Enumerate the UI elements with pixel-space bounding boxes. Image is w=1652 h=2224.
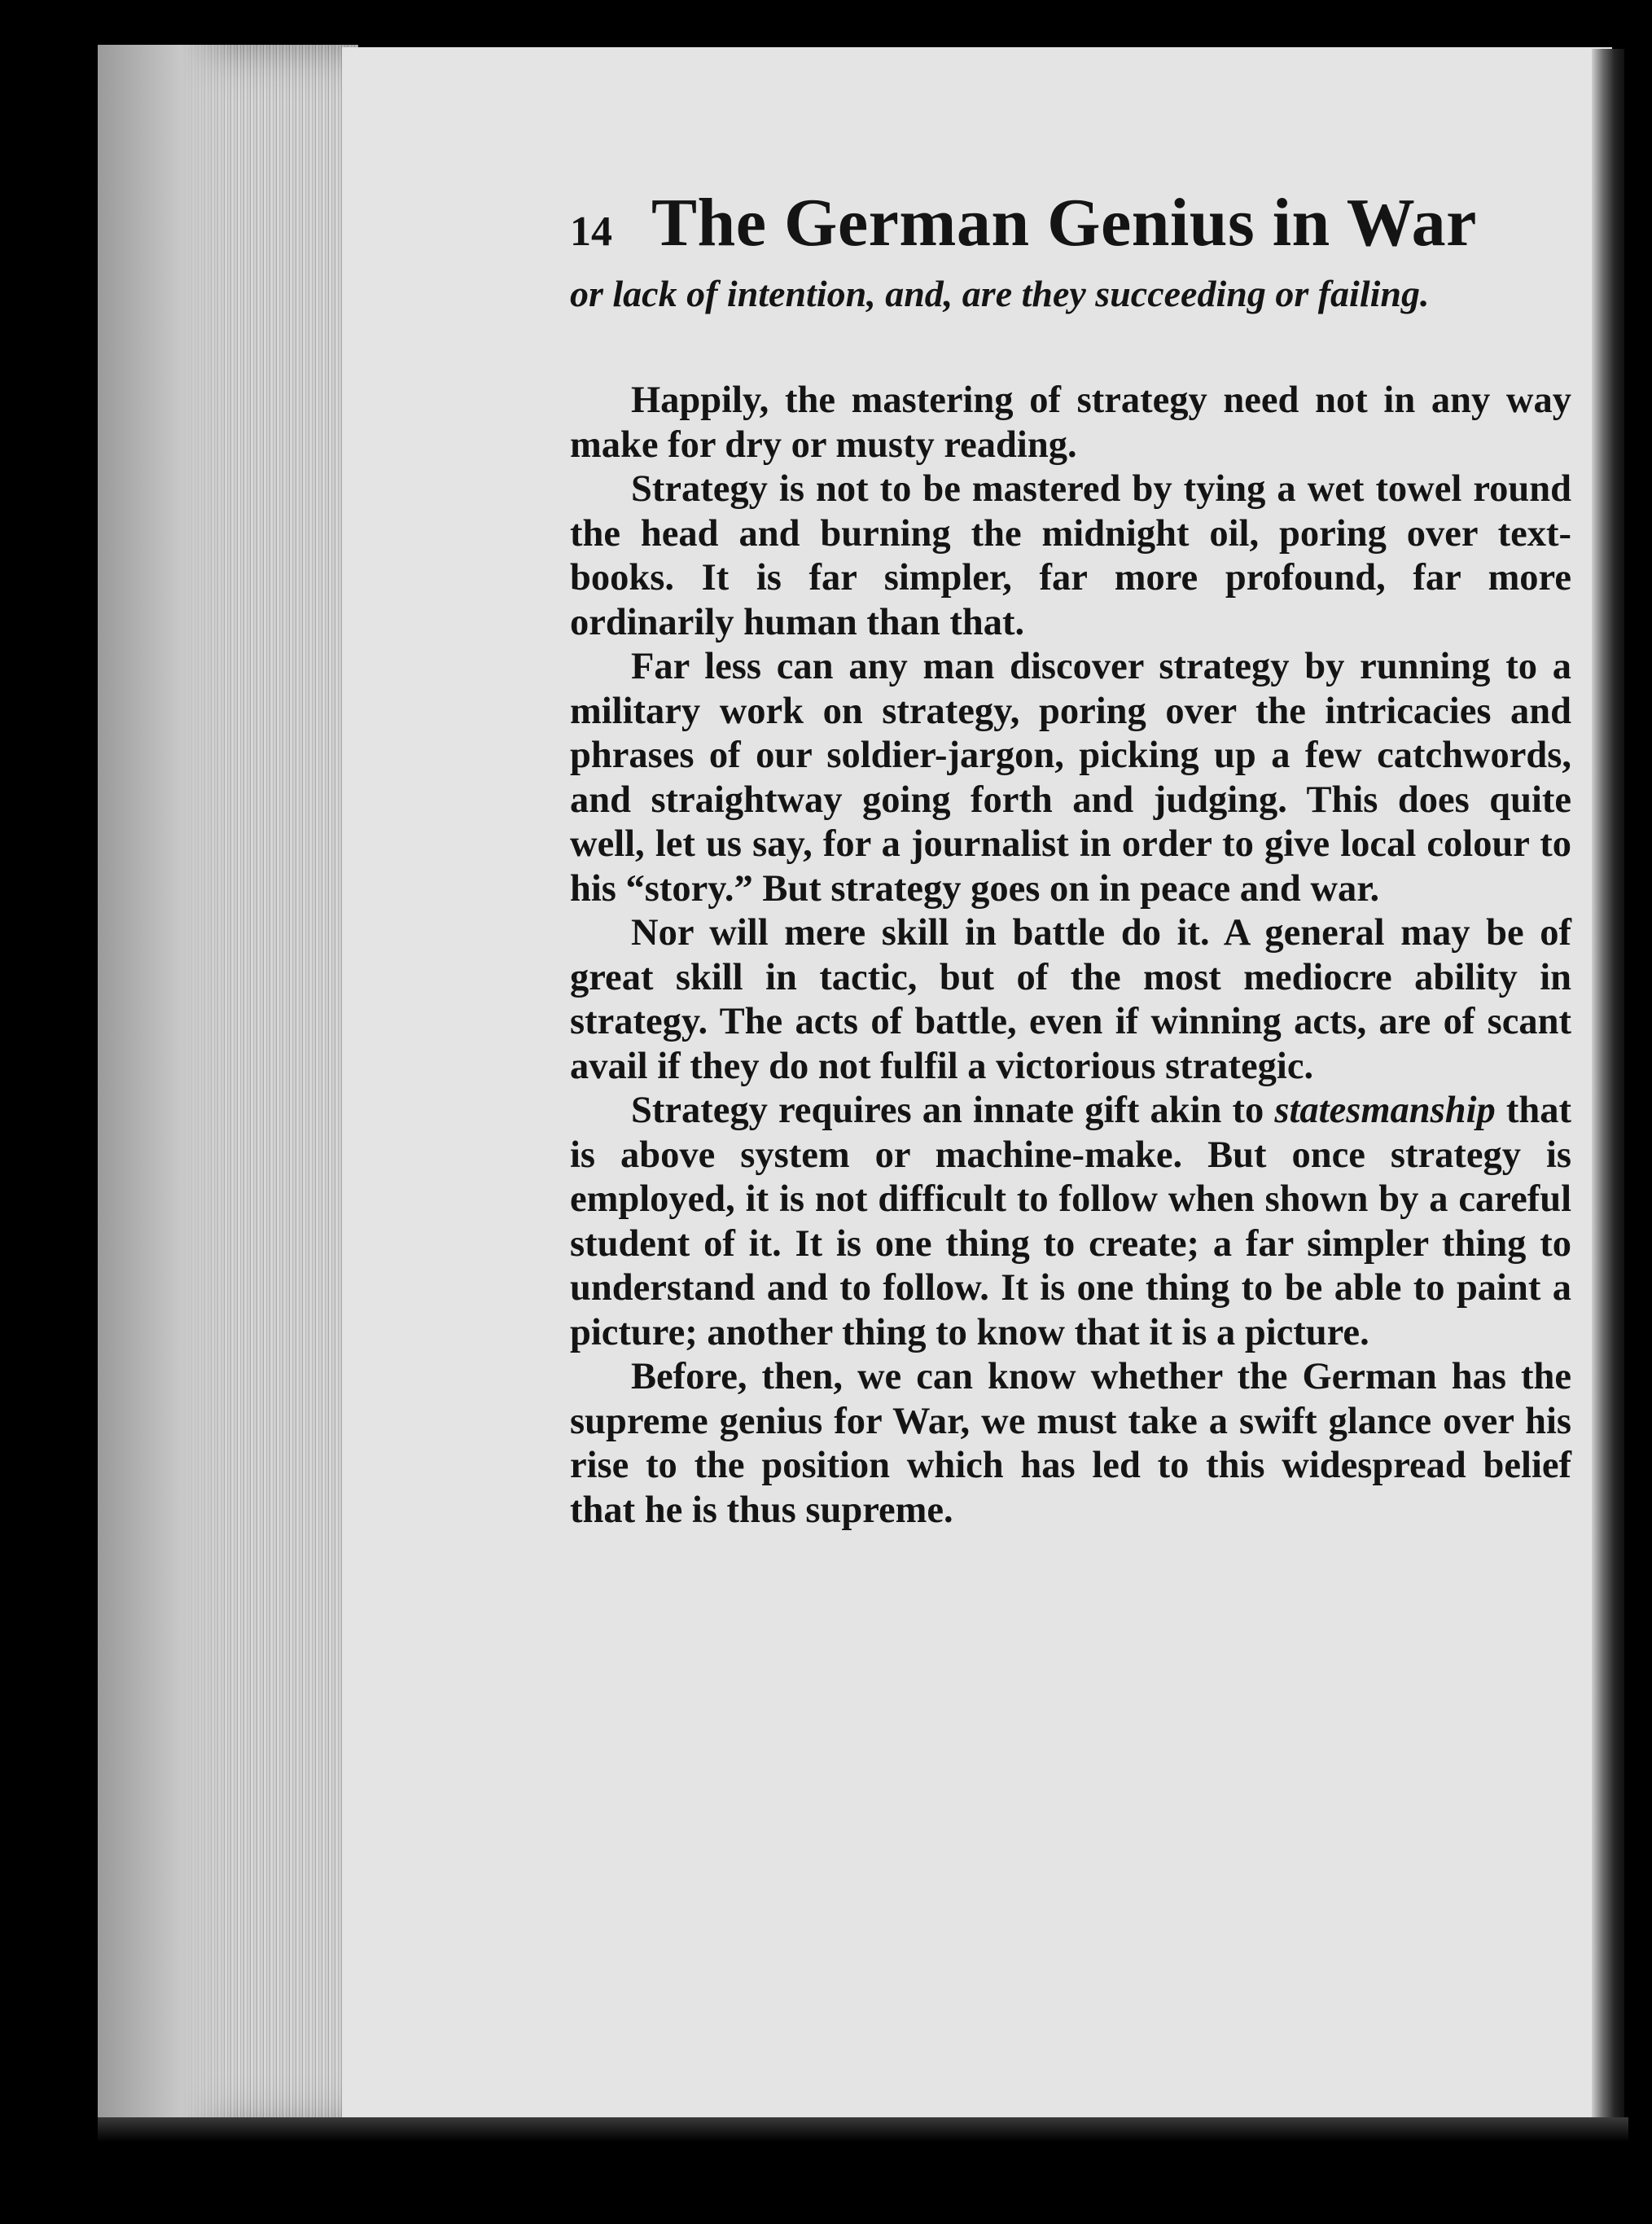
paragraph-5-text-start: Strategy requires an innate gift akin to [631,1090,1275,1131]
body-paragraph-5 [570,1089,1571,1355]
page-content [570,183,1571,1533]
continued-paragraph: or lack of intention, and, are they succeeding or failing. [570,273,1430,314]
body-paragraph-4: Nor will mere skill in battle do it. A general may be of great skill in tactic, but of the most mediocre ability in strategy. The acts of battle, even if winning acts, are of scant avail if they do not fulfil a victorious strategic. [570,912,1571,1087]
bottom-shadow [98,2117,1628,2142]
emphasized-word: statesmanship [1274,1090,1496,1131]
page-number: 14 [570,208,612,255]
body-paragraph-6: Before, then, we can know whether the German has the supreme genius for War, we must take a swift glance over his rise to the position which has led to this widespread belief that he is thus supreme. [570,1356,1571,1531]
book-page-edges [98,45,358,2130]
paragraph-5-text-end: that is above system or machine-make. But once strategy is employed, it is not difficult to follow when shown by a careful student of it. It is one thing to create; a far simpler thing to understand and to follow. It is one thing to be able to paint a picture; another thing to know that it is a picture. [570,1090,1571,1353]
book-spine-edge [1592,49,1624,2134]
running-title: The German Genius in War [651,185,1477,261]
running-head [570,183,1571,273]
body-paragraph-3: Far less can any man discover strategy by running to a military work on strategy, poring over the intricacies and phrases of our soldier-jargon, picking up a few catchwords, and straightway going forth and judging. This does quite well, let us say, for a journalist in order to give local colour to his “story.” But strategy goes on in peace and war. [570,646,1571,910]
body-paragraph-2: Strategy is not to be mastered by tying a wet towel round the head and burning the midnight oil, poring over text-books. It is far simpler, far more profound, far more ordinarily human than that. [570,468,1571,643]
body-paragraph-1: Happily, the mastering of strategy need not in any way make for dry or musty reading. [570,379,1571,466]
